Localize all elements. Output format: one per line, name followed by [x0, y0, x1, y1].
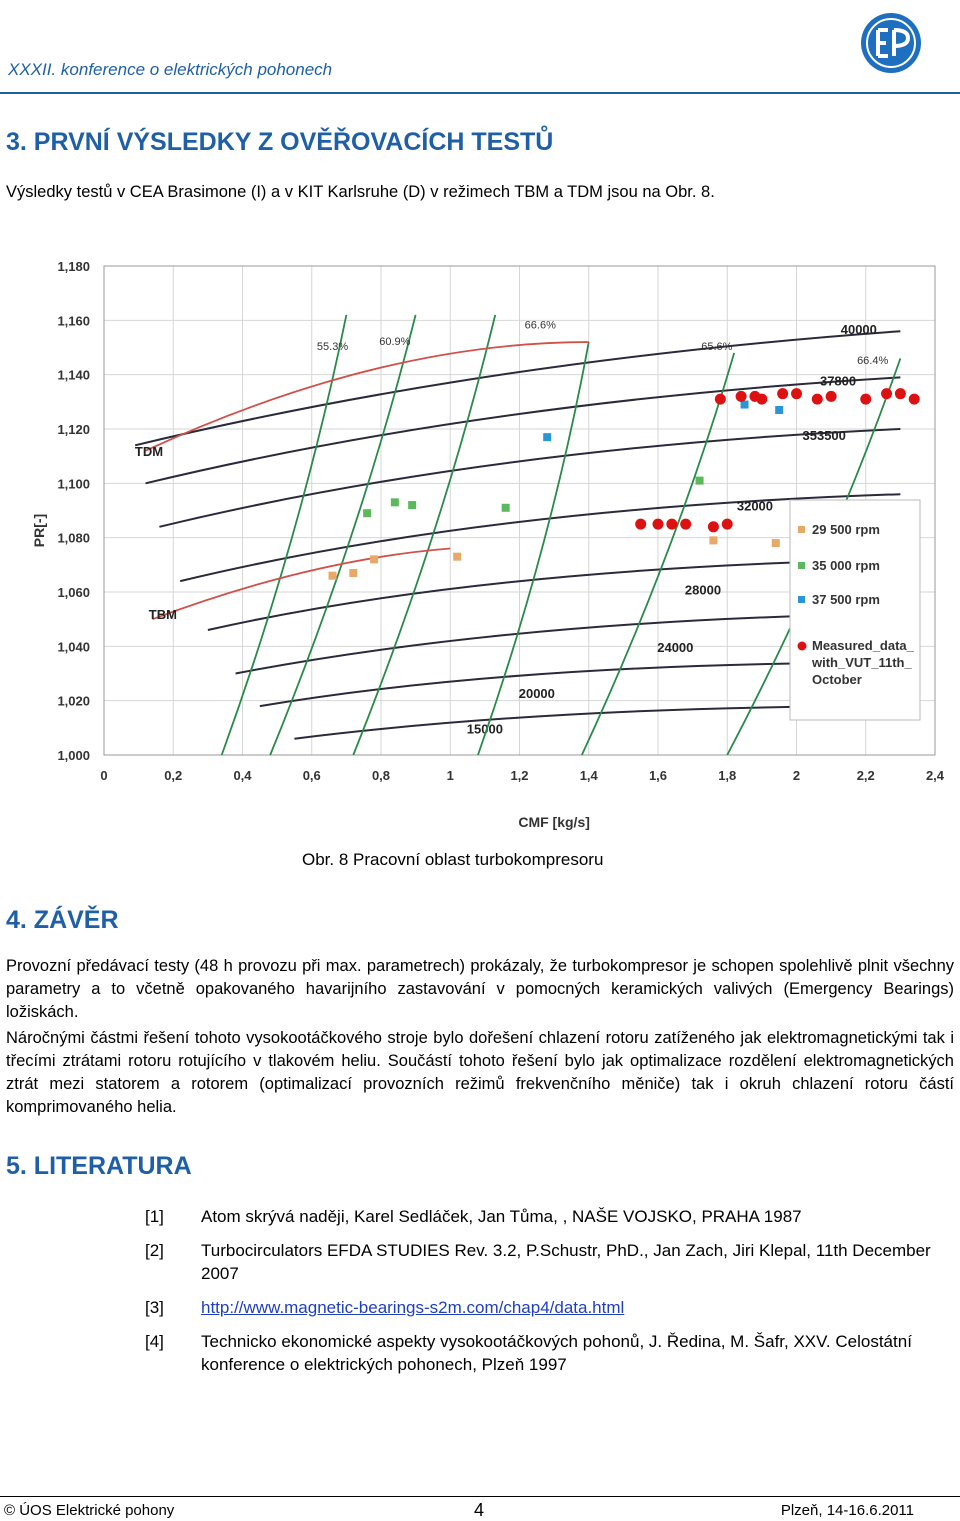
section4-paragraph-2: Náročnými částmi řešení tohoto vysokootáčkového stroje bylo dořešení chlazení rotoru zatíženého jak elektromagnetickými tak i třecími ztrátami rotoru rotujícího v tlakovém heliu. Součástí tohoto řešení bylo jak optimalizace rozdělení elektromagnetických ztrát mezi statorem a rotorem (optimalizací provozních režimů frekvenčního měniče) tak i okruh chlazení rotoru částí komprimovaného helia. — [6, 1029, 954, 1116]
x-tick-label: 2 — [792, 768, 801, 783]
data-point — [349, 569, 357, 577]
reference-number: [3] — [145, 1298, 164, 1317]
data-point — [756, 394, 767, 405]
section3-intro: Výsledky testů v CEA Brasimone (I) a v KIT Karlsruhe (D) v režimech TBM a TDM jsou na Obr. 8. — [6, 183, 715, 201]
section4-paragraph-1: Provozní předávací testy (48 h provozu při max. parametrech) prokázaly, že turbokompresor je schopen spolehlivě plnit všechny parametry a to včetně opakovaného havarijního zastavování v pomocných keramických valivých (Emergency Bearings) ložiskách. — [6, 957, 954, 1021]
x-tick-label: 0,6 — [302, 768, 321, 783]
speed-line-label: 32000 — [736, 498, 774, 514]
x-tick-label: 0 — [100, 768, 108, 783]
data-point — [453, 553, 461, 561]
x-tick-label: 0,2 — [164, 768, 183, 783]
data-point — [709, 536, 717, 544]
y-tick-label: 1,020 — [57, 693, 90, 709]
x-axis-label: CMF [kg/s] — [518, 814, 590, 830]
tbm-curve — [152, 549, 450, 620]
speed-line-label: 20000 — [518, 685, 555, 701]
data-point — [363, 509, 371, 517]
footer-right: Plzeň, 14-16.6.2011 — [780, 1502, 914, 1519]
speed-line — [135, 331, 900, 445]
speed-line — [159, 429, 900, 527]
data-point — [722, 519, 733, 530]
reference-number: [4] — [145, 1332, 164, 1351]
data-point — [391, 498, 399, 506]
reference-text: Atom skrývá naději, Karel Sedláček, Jan Tůma, , NAŠE VOJSKO, PRAHA 1987 — [201, 1207, 802, 1226]
tdm-label: TDM — [134, 444, 164, 460]
section4-heading: 4. ZÁVĚR — [6, 906, 119, 934]
data-point — [791, 388, 802, 399]
header-rule — [0, 92, 960, 94]
y-tick-label: 1,140 — [57, 367, 90, 383]
reference-item — [145, 1239, 957, 1285]
footer-rule — [0, 1496, 960, 1497]
data-point — [635, 519, 646, 530]
page-number: 4 — [474, 1500, 485, 1520]
x-tick-label: 1,4 — [579, 768, 598, 783]
efficiency-label: 65.6% — [701, 341, 733, 354]
x-tick-label: 2,4 — [925, 768, 945, 783]
reference-link[interactable]: http://www.magnetic-bearings-s2m.com/chap4/data.html — [201, 1298, 625, 1317]
data-point — [543, 433, 551, 441]
data-point — [653, 519, 664, 530]
x-tick-label: 2,2 — [856, 768, 875, 783]
legend-marker — [798, 642, 807, 651]
efficiency-label: 66.4% — [857, 354, 889, 367]
data-point — [408, 501, 416, 509]
turbocompressor-chart — [0, 230, 960, 850]
y-tick-label: 1,160 — [57, 313, 90, 329]
reference-text: Technicko ekonomické aspekty vysokootáčkových pohonů, J. Ředina, M. Šafr, XXV. Celostátní konference o elektrických pohonech, Plzeň 1997 — [201, 1332, 912, 1374]
tbm-label: TBM — [148, 607, 177, 623]
footer-left: © ÚOS Elektrické pohony — [4, 1502, 175, 1519]
data-point — [860, 394, 871, 405]
figure-caption: Obr. 8 Pracovní oblast turbokompresoru — [302, 850, 604, 869]
reference-list — [145, 1205, 957, 1387]
speed-line-label: 15000 — [466, 721, 503, 737]
speed-line-label: 40000 — [840, 321, 877, 337]
x-tick-label: 1 — [446, 768, 454, 783]
legend-label: 29 500 rpm — [812, 522, 880, 537]
data-point — [772, 539, 780, 547]
reference-item — [145, 1205, 957, 1228]
efficiency-label: 60.9% — [379, 335, 411, 348]
data-point — [895, 388, 906, 399]
efficiency-label: 66.6% — [524, 319, 556, 332]
data-point — [736, 391, 747, 402]
reference-item — [145, 1296, 957, 1319]
legend-label: 37 500 rpm — [812, 592, 880, 607]
speed-line-label: 37800 — [819, 373, 857, 389]
data-point — [715, 394, 726, 405]
x-tick-label: 0,4 — [233, 768, 252, 783]
data-point — [777, 388, 788, 399]
data-point — [329, 572, 337, 580]
chart-svg — [0, 230, 960, 850]
y-tick-label: 1,180 — [57, 259, 90, 274]
x-tick-label: 1,2 — [510, 768, 529, 783]
y-tick-label: 1,100 — [57, 476, 90, 492]
data-point — [666, 519, 677, 530]
reference-number: [2] — [145, 1241, 164, 1260]
efficiency-label: 55.3% — [316, 341, 349, 354]
legend-label: Measured_data_ with_VUT_11th_ October — [812, 638, 914, 687]
y-tick-label: 1,060 — [57, 585, 90, 600]
y-axis-label: PR[-] — [31, 513, 47, 548]
header-title: XXXII. konference o elektrických pohonech — [8, 60, 333, 79]
data-point — [881, 388, 892, 399]
y-tick-label: 1,080 — [57, 530, 90, 546]
speed-line-label: 28000 — [684, 582, 722, 598]
reference-number: [1] — [145, 1207, 164, 1226]
data-point — [775, 406, 783, 414]
data-point — [370, 555, 378, 563]
speed-line-label: 353500 — [802, 427, 846, 443]
data-point — [826, 391, 837, 402]
legend-marker — [798, 562, 805, 569]
section5-heading: 5. LITERATURA — [6, 1152, 192, 1180]
legend-marker — [798, 596, 805, 603]
data-point — [680, 519, 691, 530]
legend-marker — [798, 526, 805, 533]
y-tick-label: 1,000 — [57, 748, 90, 763]
legend-label: 35 000 rpm — [812, 558, 880, 573]
reference-text: Turbocirculators EFDA STUDIES Rev. 3.2, P.Schustr, PhD., Jan Zach, Jiri Klepal, 11th December 2007 — [201, 1241, 931, 1283]
data-point — [909, 394, 920, 405]
data-point — [812, 394, 823, 405]
speed-line-label: 24000 — [657, 639, 694, 655]
data-point — [696, 477, 704, 485]
x-tick-label: 0,8 — [371, 768, 391, 783]
x-tick-label: 1,8 — [718, 768, 737, 783]
data-point — [502, 504, 510, 512]
y-tick-label: 1,040 — [57, 639, 90, 655]
logo-icon — [856, 8, 926, 78]
x-tick-label: 1,6 — [648, 768, 668, 783]
data-point — [708, 521, 719, 532]
reference-item — [145, 1330, 957, 1376]
y-tick-label: 1,120 — [57, 422, 90, 437]
section3-heading: 3. PRVNÍ VÝSLEDKY Z OVĚŘOVACÍCH TESTŮ — [6, 128, 554, 156]
